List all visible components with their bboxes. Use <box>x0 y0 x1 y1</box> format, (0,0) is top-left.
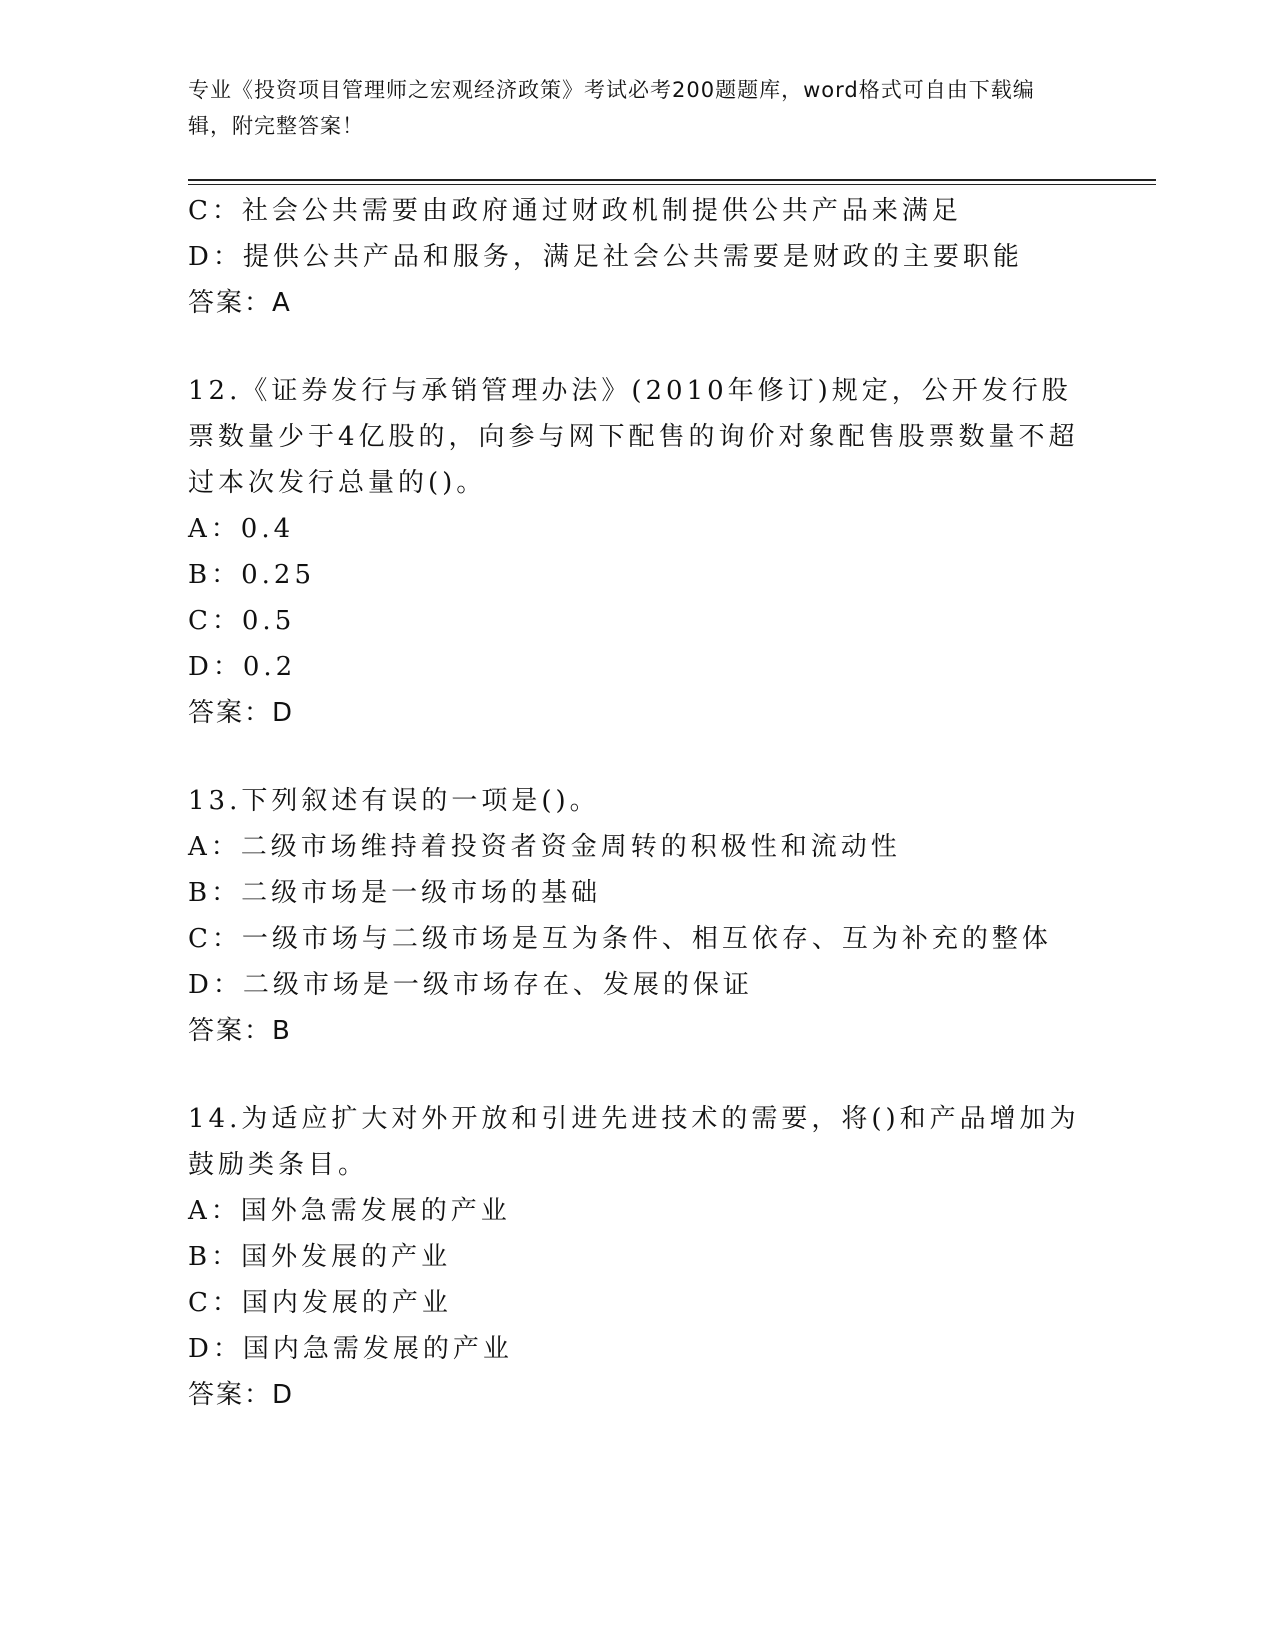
header-rule-thin <box>188 184 1156 185</box>
option-c: C：一级市场与二级市场是互为条件、相互依存、互为补充的整体 <box>188 924 1052 954</box>
option-b: B：国外发展的产业 <box>188 1242 452 1272</box>
option-d: D：二级市场是一级市场存在、发展的保证 <box>188 970 753 1000</box>
option-d: D：国内急需发展的产业 <box>188 1334 513 1364</box>
answer-line: 答案：D <box>188 698 295 728</box>
spacer <box>188 1054 1088 1096</box>
option-d: D：提供公共产品和服务，满足社会公共需要是财政的主要职能 <box>188 242 1023 272</box>
question-block-11 <box>188 188 1088 326</box>
option-c: C：0.5 <box>188 606 296 636</box>
question-text: 12.《证券发行与承销管理办法》(2010年修订)规定，公开发行股票数量少于4亿股的，向参与网下配售的询价对象配售股票数量不超过本次发行总量的()。 <box>188 376 1079 498</box>
question-text: 14.为适应扩大对外开放和引进先进技术的需要，将()和产品增加为鼓励类条目。 <box>188 1104 1080 1180</box>
question-content <box>188 188 1088 1418</box>
answer-line: 答案：D <box>188 1380 295 1410</box>
answer-line: 答案：A <box>188 288 292 318</box>
answer-line: 答案：B <box>188 1016 292 1046</box>
option-b: B：二级市场是一级市场的基础 <box>188 878 602 908</box>
question-block-13 <box>188 778 1088 1054</box>
option-a: A：国外急需发展的产业 <box>188 1196 511 1226</box>
option-b: B：0.25 <box>188 560 315 590</box>
option-d: D：0.2 <box>188 652 297 682</box>
spacer <box>188 736 1088 778</box>
question-text: 13.下列叙述有误的一项是()。 <box>188 786 600 816</box>
option-a: A：二级市场维持着投资者资金周转的积极性和流动性 <box>188 832 901 862</box>
option-c: C：社会公共需要由政府通过财政机制提供公共产品来满足 <box>188 196 962 226</box>
option-a: A：0.4 <box>188 514 295 544</box>
spacer <box>188 326 1088 368</box>
question-block-14 <box>188 1096 1088 1418</box>
option-c: C：国内发展的产业 <box>188 1288 452 1318</box>
question-block-12 <box>188 368 1088 736</box>
header-rule-thick <box>188 179 1156 181</box>
document-header: 专业《投资项目管理师之宏观经济政策》考试必考200题题库，word格式可自由下载编辑，附完整答案！ <box>188 78 1035 138</box>
